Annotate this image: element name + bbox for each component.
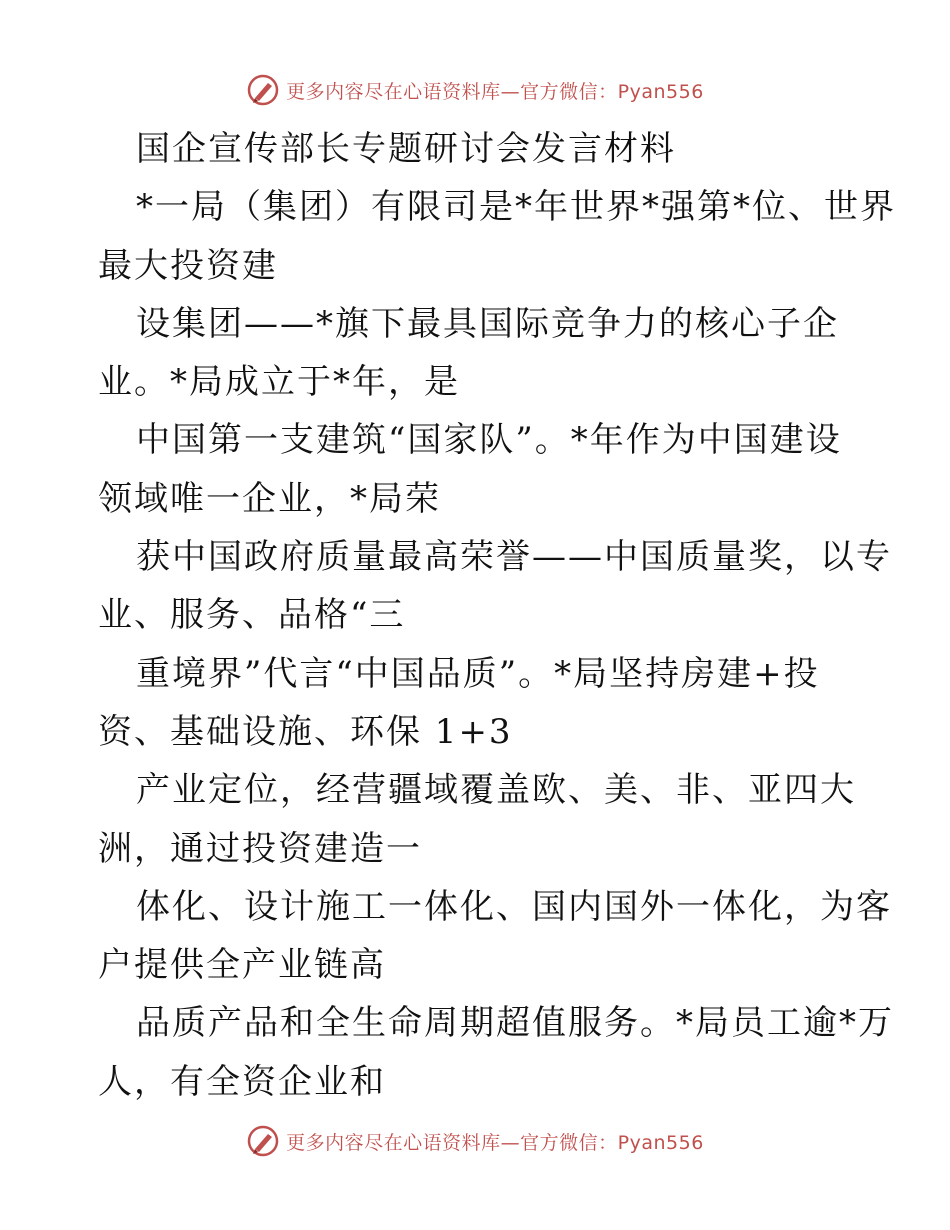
paragraph-line: 品质产品和全生命周期超值服务。*局员工逾*万: [136, 1003, 894, 1044]
paragraph-line: 获中国政府质量最高荣誉——中国质量奖，以专: [136, 537, 892, 578]
paragraph-line: 领域唯一企业，*局荣: [98, 478, 441, 519]
paragraph-line: 资、基础设施、环保 1+3: [98, 711, 513, 752]
paragraph-line: 业、服务、品格“三: [98, 595, 406, 636]
watermark-text: 更多内容尽在心语资料库—官方微信：Pyan556: [286, 1131, 704, 1154]
paragraph-line: 业。*局成立于*年，是: [98, 362, 460, 403]
paragraph-line: *一局（集团）有限司是*年世界*强第*位、世界: [136, 187, 896, 228]
document-body: [98, 120, 896, 1111]
paragraph-line: 产业定位，经营疆域覆盖欧、美、非、亚四大: [136, 770, 856, 811]
paragraph-line: 设集团——*旗下最具国际竞争力的核心子企: [136, 303, 839, 344]
pen-logo-icon: [246, 73, 280, 107]
paragraph-line: 最大投资建: [98, 245, 278, 286]
paragraph-line: 体化、设计施工一体化、国内国外一体化，为客: [136, 886, 892, 927]
footer-watermark: [0, 1121, 950, 1161]
paragraph-line: 洲，通过投资建造一: [98, 828, 422, 869]
pen-logo-icon: [246, 1124, 280, 1158]
header-watermark: [0, 70, 950, 110]
paragraph-line: 重境界”代言“中国品质”。*局坚持房建+投: [136, 653, 820, 694]
paragraph-line: 人，有全资企业和: [98, 1061, 386, 1102]
paragraph-line: 中国第一支建筑“国家队”。*年作为中国建设: [136, 420, 842, 461]
paragraph-line: 户提供全产业链高: [98, 945, 386, 986]
watermark-text: 更多内容尽在心语资料库—官方微信：Pyan556: [286, 80, 704, 103]
document-title: 国企宣传部长专题研讨会发言材料: [136, 129, 676, 169]
